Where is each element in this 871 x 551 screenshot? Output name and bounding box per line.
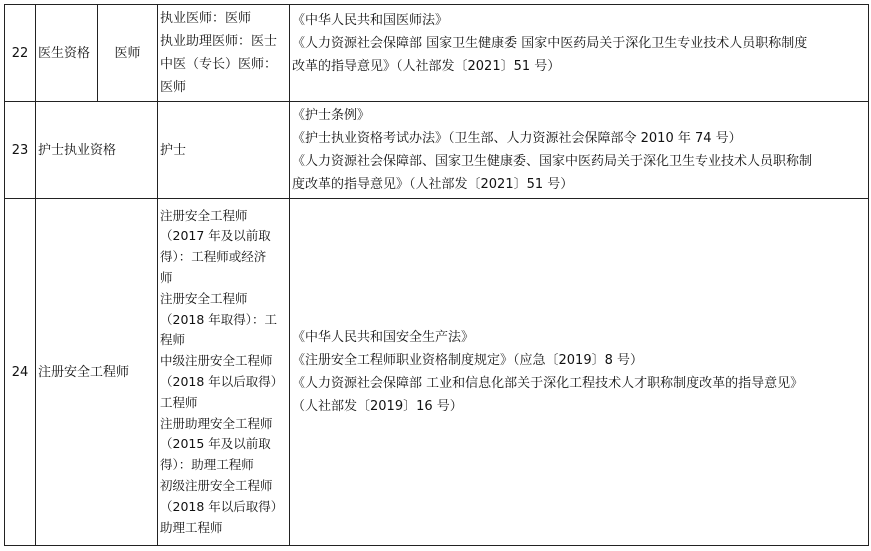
level-line: （2018 年以后取得） <box>160 374 284 389</box>
level-line: 注册助理安全工程师 <box>160 415 273 431</box>
basis-line: 度改革的指导意见》（人社部发〔2021〕51 号） <box>292 177 574 192</box>
level-line: （2018 年以后取得） <box>160 498 284 514</box>
basis-line: 《人力资源社会保障部 工业和信息化部关于深化工程技术人才职称制度改革的指导意见》 <box>292 376 804 391</box>
level-line: 注册安全工程师 <box>160 290 248 306</box>
table-row <box>5 5 869 102</box>
qualification-category: 护士执业资格 <box>36 102 158 199</box>
basis-line: 《中华人民共和国安全生产法》 <box>292 330 475 345</box>
level-line: 得）：工程师或经济 <box>160 249 267 265</box>
row-number: 23 <box>5 102 36 199</box>
level-line: （2017 年及以前取 <box>160 228 271 244</box>
policy-basis <box>290 102 869 199</box>
table-row <box>5 199 869 546</box>
level-line: 中医（专长）医师： <box>160 57 278 72</box>
level-line: 助理工程师 <box>160 519 223 535</box>
qualification-category: 注册安全工程师 <box>36 199 158 546</box>
level-line: 初级注册安全工程师 <box>160 477 273 493</box>
level-line: 得）：助理工程师 <box>160 457 254 473</box>
level-line: 执业助理医师：医士 <box>160 34 278 49</box>
qualification-subcategory: 医师 <box>98 5 158 102</box>
level-line: （2018 年取得）：工 <box>160 311 278 327</box>
level-line: （2015 年及以前取 <box>160 436 271 452</box>
basis-line: 《护士条例》 <box>292 108 371 123</box>
qualification-category: 医生资格 <box>36 5 98 102</box>
level-line: 医师 <box>160 80 187 95</box>
row-number: 24 <box>5 199 36 546</box>
basis-line: 《中华人民共和国医师法》 <box>292 13 449 28</box>
level-line: 师 <box>160 270 173 286</box>
row-number: 22 <box>5 5 36 102</box>
professional-level <box>158 5 290 102</box>
policy-basis <box>290 199 869 546</box>
basis-line: 《人力资源社会保障部 国家卫生健康委 国家中医药局关于深化卫生专业技术人员职称制度 <box>292 36 808 51</box>
table-row <box>5 102 869 199</box>
basis-line: （人社部发〔2019〕16 号） <box>292 399 463 414</box>
level-line: 注册安全工程师 <box>160 207 248 223</box>
level-line: 中级注册安全工程师 <box>160 353 273 369</box>
professional-level: 护士 <box>158 102 290 199</box>
policy-basis <box>290 5 869 102</box>
level-line: 执业医师：医师 <box>160 11 252 26</box>
professional-level <box>158 199 290 546</box>
qualification-table <box>4 4 869 546</box>
level-line: 程师 <box>160 332 186 348</box>
level-line: 工程师 <box>160 394 198 410</box>
basis-line: 《护士执业资格考试办法》（卫生部、人力资源社会保障部令 2010 年 74 号） <box>292 131 742 146</box>
basis-line: 《人力资源社会保障部、国家卫生健康委、国家中医药局关于深化卫生专业技术人员职称制 <box>292 154 813 169</box>
basis-line: 改革的指导意见》（人社部发〔2021〕51 号） <box>292 59 561 74</box>
basis-line: 《注册安全工程师职业资格制度规定》（应急〔2019〕8 号） <box>292 353 643 368</box>
